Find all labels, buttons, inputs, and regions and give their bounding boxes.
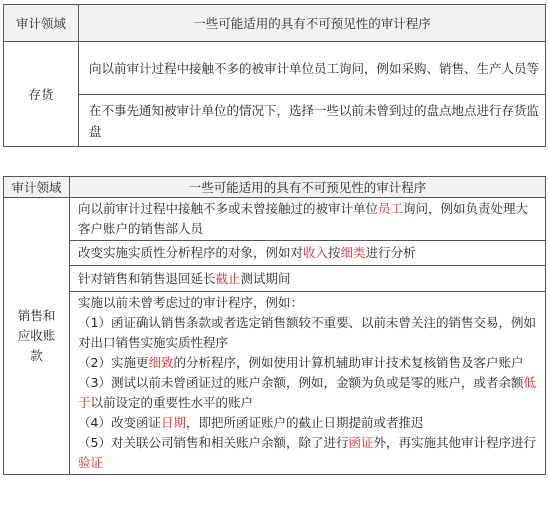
highlight-text: 日期 <box>160 415 186 430</box>
sales-receivables-procedures-table <box>3 176 546 475</box>
procedure-cell: 针对销售和销售退回延长截止测试期间 <box>70 266 546 292</box>
highlight-text: 细致 <box>148 355 174 370</box>
procedure-cell: 在不事先通知被审计单位的情况下，选择一些以前未曾到过的盘点地点进行存货监盘 <box>79 95 546 147</box>
highlight-text: 员工 <box>378 201 404 216</box>
area-cell-sales <box>4 198 70 475</box>
highlight-text: 收入 <box>303 245 329 260</box>
table-row <box>4 266 546 292</box>
inventory-procedures-table <box>3 4 546 147</box>
table-row <box>4 42 546 95</box>
header-procedures: 一些可能适用的具有不可预见性的审计程序 <box>79 5 546 42</box>
procedure-cell: 改变实施实质性分析程序的对象，例如对收入按细类进行分析 <box>70 241 546 266</box>
area-cell-inventory: 存货 <box>4 42 79 147</box>
procedure-item-4: （4）改变函证日期，即把所函证账户的截止日期提前或者推迟 <box>78 415 424 430</box>
header-audit-area: 审计领域 <box>4 5 79 42</box>
highlight-text: 截止 <box>215 270 241 286</box>
table-row <box>4 198 546 241</box>
highlight-text: 低于 <box>78 375 536 410</box>
procedure-item-1: （1）函证确认销售条款或者选定销售额较不重要、以前未曾关注的销售交易，例如对出口销售实施实质性程序 <box>78 315 536 350</box>
highlight-text: 验证 <box>78 455 104 470</box>
area-label: 销售和应收账款 <box>17 308 56 363</box>
highlight-text: 细类 <box>340 245 366 260</box>
procedure-cell: 向以前审计过程中接触不多的被审计单位员工询问，例如采购、销售、生产人员等 <box>79 42 546 95</box>
procedure-item-5: （5）对关联公司销售和相关账户余额，除了进行函证外，再实施其他审计程序进行验证 <box>78 435 536 470</box>
header-audit-area: 审计领域 <box>4 177 70 198</box>
table-row <box>4 241 546 266</box>
table-row <box>4 292 546 475</box>
header-procedures: 一些可能适用的具有不可预见性的审计程序 <box>70 177 546 198</box>
highlight-text: 函证 <box>348 435 374 450</box>
procedure-cell <box>70 292 546 475</box>
table-header-row <box>4 177 546 198</box>
procedure-cell: 向以前审计过程中接触不多或未曾接触过的被审计单位员工询问，例如负责处理大客户账户的销售部人员 <box>70 198 546 241</box>
procedure-item-3: （3）测试以前未曾函证过的账户余额，例如，金额为负或是零的账户，或者余额低于以前设定的重要性水平的账户 <box>78 375 536 410</box>
procedure-intro: 实施以前未曾考虑过的审计程序，例如： <box>78 295 304 310</box>
table-header-row <box>4 5 546 42</box>
procedure-item-2: （2）实施更细致的分析程序，例如使用计算机辅助审计技术复核销售及客户账户 <box>78 355 524 370</box>
table-row <box>4 95 546 147</box>
